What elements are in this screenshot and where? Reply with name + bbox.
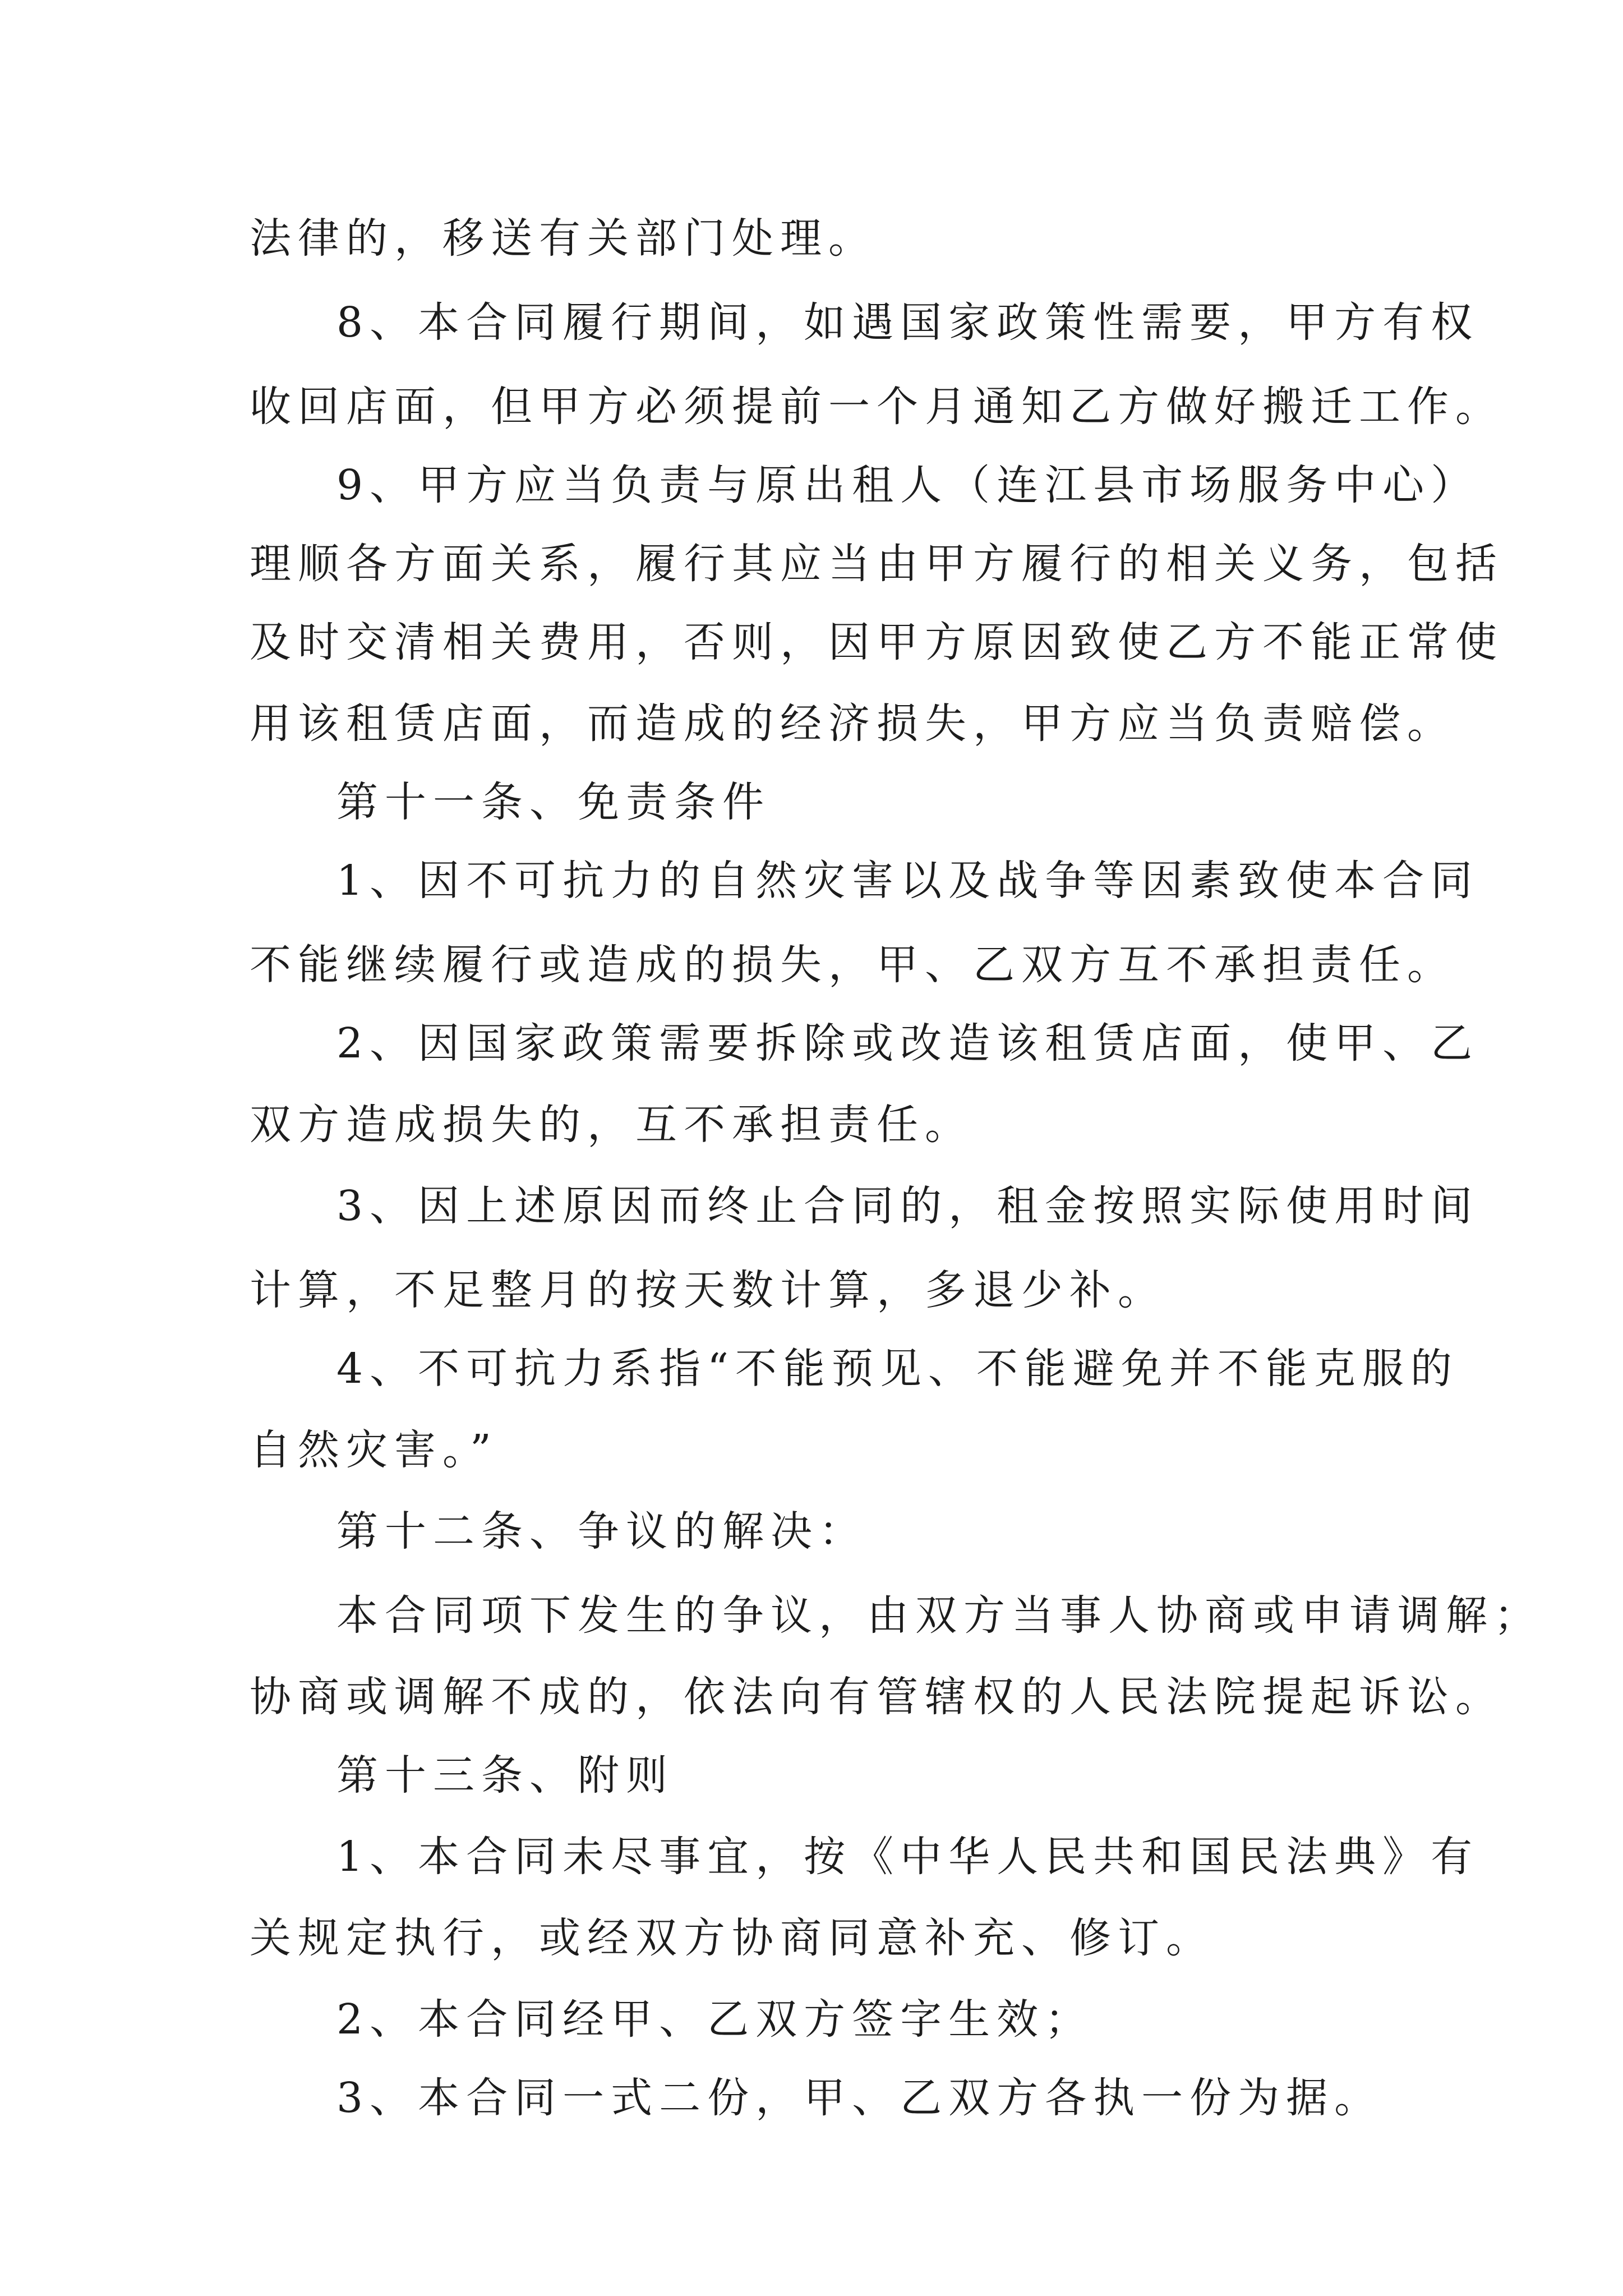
section-heading: 第十三条、附则 (336, 1751, 674, 1800)
text-line: 2、因国家政策需要拆除或改造该租赁店面，使甲、乙 (336, 1019, 1479, 1068)
section-heading: 第十一条、免责条件 (336, 778, 771, 826)
text-line: 收回店面，但甲方必须提前一个月通知乙方做好搬迁工作。 (250, 383, 1504, 431)
text-line: 4、不可抗力系指“不能预见、不能避免并不能克服的 (336, 1345, 1459, 1393)
text-line: 双方造成损失的，互不承担责任。 (250, 1101, 973, 1149)
text-line: 1、本合同未尽事宜，按《中华人民共和国民法典》有 (336, 1833, 1479, 1881)
text-line: 不能继续履行或造成的损失，甲、乙双方互不承担责任。 (250, 941, 1455, 989)
text-line: 1、因不可抗力的自然灾害以及战争等因素致使本合同 (336, 857, 1479, 905)
text-line: 及时交清相关费用，否则，因甲方原因致使乙方不能正常使 (250, 618, 1504, 666)
text-line: 法律的，移送有关部门处理。 (250, 214, 877, 263)
section-heading: 第十二条、争议的解决： (336, 1507, 867, 1556)
text-line: 3、本合同一式二份，甲、乙双方各执一份为据。 (336, 2074, 1383, 2122)
text-line: 9、甲方应当负责与原出租人（连江县市场服务中心） (336, 461, 1479, 509)
text-line: 协商或调解不成的，依法向有管辖权的人民法院提起诉讼。 (250, 1673, 1504, 1721)
text-line: 2、本合同经甲、乙双方签字生效； (336, 1995, 1094, 2044)
text-line: 本合同项下发生的争议，由双方当事人协商或申请调解； (336, 1591, 1542, 1640)
text-line: 用该租赁店面，而造成的经济损失，甲方应当负责赔偿。 (250, 700, 1455, 748)
text-line: 3、因上述原因而终止合同的，租金按照实际使用时间 (336, 1182, 1479, 1230)
text-line: 计算，不足整月的按天数计算，多退少补。 (250, 1266, 1166, 1314)
text-line: 理顺各方面关系，履行其应当由甲方履行的相关义务，包括 (250, 540, 1504, 588)
text-line: 关规定执行，或经双方协商同意补充、修订。 (250, 1914, 1214, 1962)
text-line: 8、本合同履行期间，如遇国家政策性需要，甲方有权 (336, 298, 1479, 347)
text-line: 自然灾害。” (250, 1426, 498, 1474)
